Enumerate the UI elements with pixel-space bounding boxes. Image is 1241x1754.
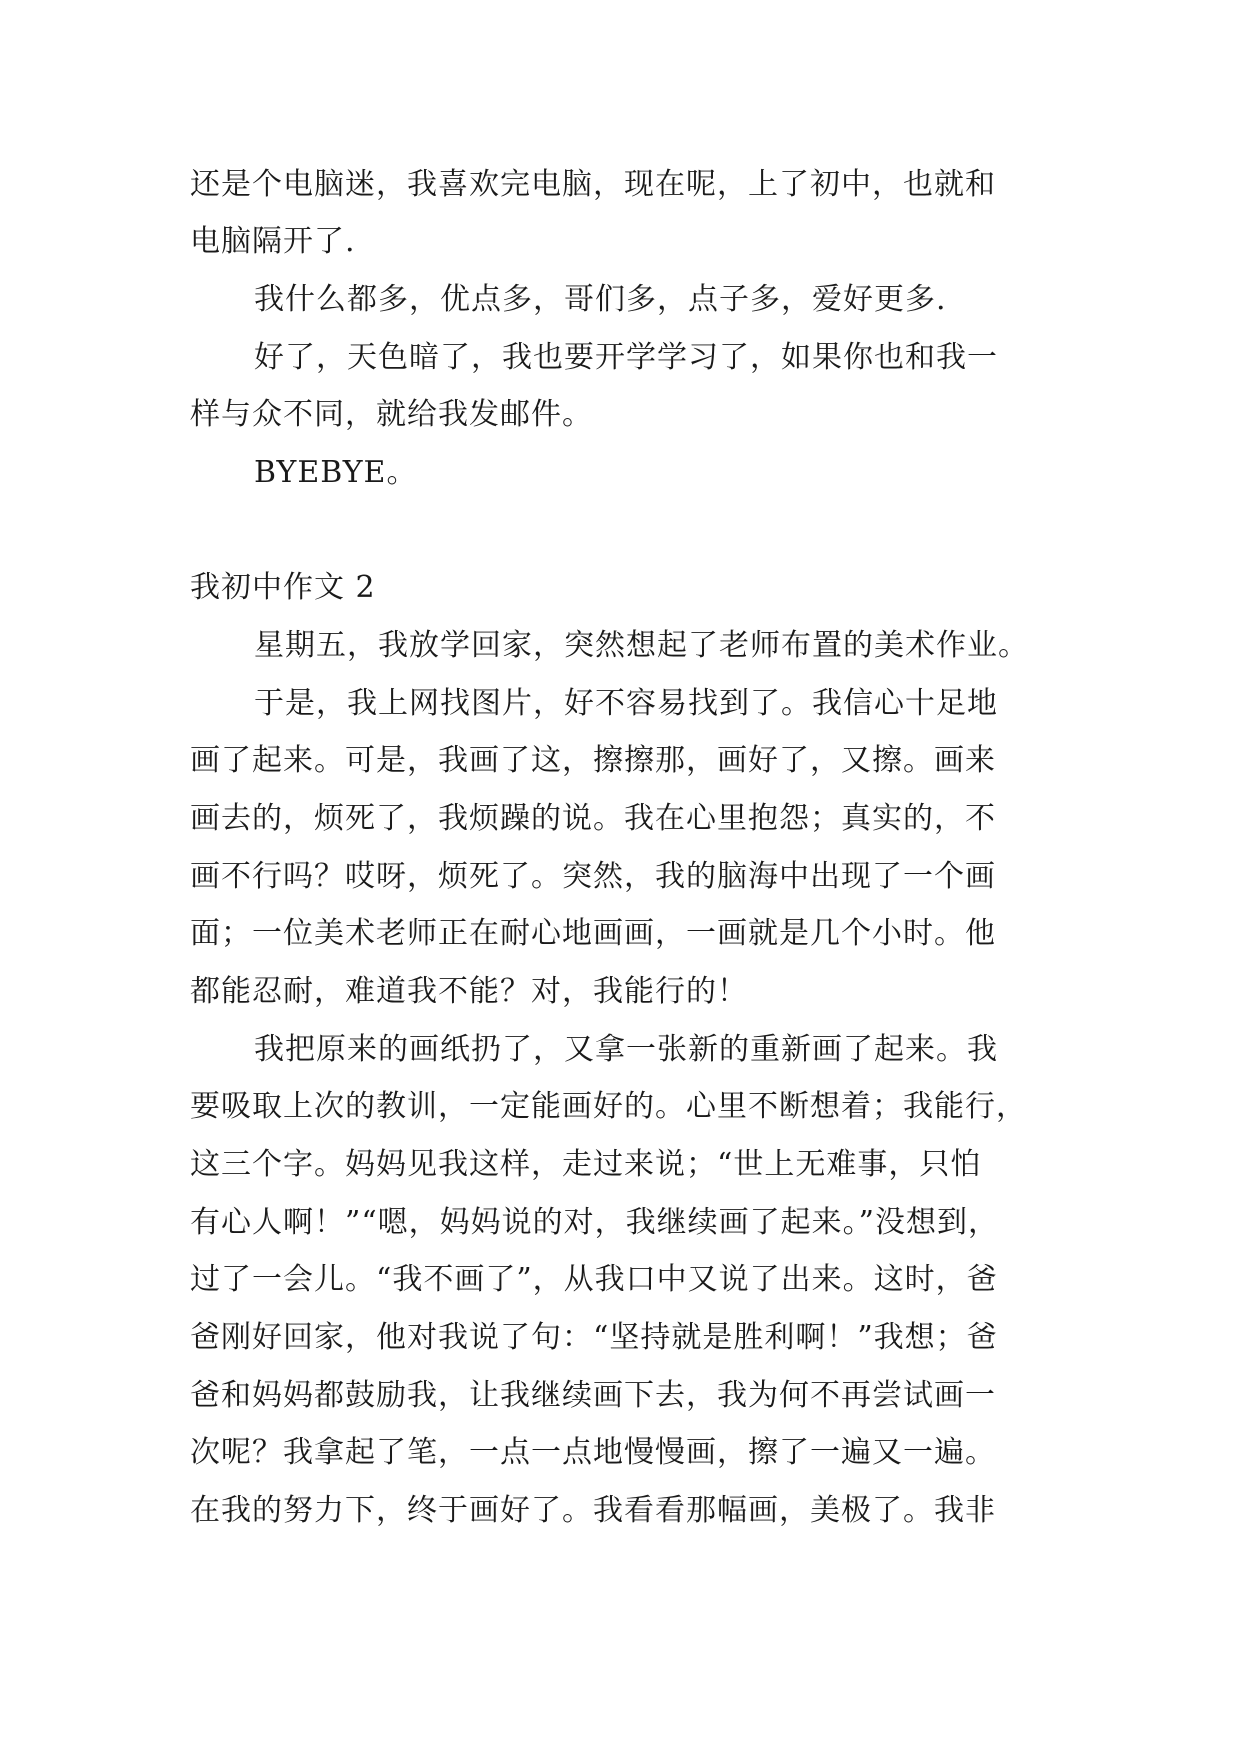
- text-line: 在我的努力下，终于画好了。我看看那幅画，美极了。我非: [190, 1493, 996, 1528]
- text-line: 要吸取上次的教训，一定能画好的。心里不断想着；我能行，: [190, 1089, 1027, 1124]
- section-heading: 我初中作文 2: [190, 570, 376, 605]
- text-line: 样与众不同，就给我发邮件。: [190, 397, 593, 432]
- paragraph-first-line: 于是，我上网找图片，好不容易找到了。我信心十足地: [254, 686, 998, 721]
- text-line: 还是个电脑迷，我喜欢完电脑，现在呢，上了初中，也就和: [190, 167, 996, 202]
- text-line: 有心人啊！”“嗯，妈妈说的对，我继续画了起来。”没想到，: [190, 1205, 1000, 1240]
- text-line: 过了一会儿。“我不画了”，从我口中又说了出来。这时，爸: [190, 1262, 998, 1297]
- paragraph-first-line: 我把原来的画纸扔了，又拿一张新的重新画了起来。我: [254, 1032, 998, 1067]
- paragraph-first-line: 好了，天色暗了，我也要开学学习了，如果你也和我一: [254, 340, 998, 375]
- paragraph-first-line: 星期五，我放学回家，突然想起了老师布置的美术作业。: [254, 628, 1029, 663]
- text-line: 爸刚好回家，他对我说了句：“坚持就是胜利啊！”我想；爸: [190, 1320, 998, 1355]
- text-line: 画去的，烦死了，我烦躁的说。我在心里抱怨；真实的，不: [190, 801, 996, 836]
- text-line: 爸和妈妈都鼓励我，让我继续画下去，我为何不再尝试画一: [190, 1378, 996, 1413]
- text-line: 次呢？我拿起了笔，一点一点地慢慢画，擦了一遍又一遍。: [190, 1435, 996, 1470]
- text-line: 面；一位美术老师正在耐心地画画，一画就是几个小时。他: [190, 916, 996, 951]
- paragraph-first-line: 我什么都多，优点多，哥们多，点子多，爱好更多.: [254, 282, 947, 317]
- text-line: 都能忍耐，难道我不能？对，我能行的！: [190, 974, 748, 1009]
- paragraph-first-line: BYEBYE。: [254, 455, 418, 490]
- text-line: 画不行吗？哎呀，烦死了。突然，我的脑海中出现了一个画: [190, 859, 996, 894]
- text-line: 这三个字。妈妈见我这样，走过来说；“世上无难事，只怕: [190, 1147, 982, 1182]
- text-line: 画了起来。可是，我画了这，擦擦那，画好了，又擦。画来: [190, 743, 996, 778]
- text-line: 电脑隔开了.: [190, 224, 356, 259]
